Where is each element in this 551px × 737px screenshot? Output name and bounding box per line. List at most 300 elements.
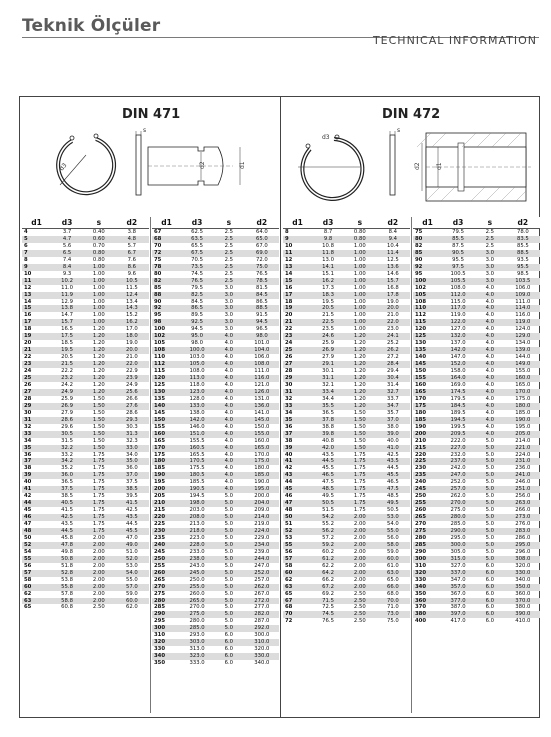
cell-s: 5.0 bbox=[485, 507, 495, 514]
cell-d3: 122.0 bbox=[442, 319, 474, 326]
table-row bbox=[413, 285, 540, 292]
cell-d1: 26 bbox=[24, 381, 32, 388]
table-row bbox=[22, 243, 149, 250]
cell-s: 1.20 bbox=[344, 403, 376, 410]
cell-d3: 42.5 bbox=[51, 514, 83, 521]
cell-d2: 16.2 bbox=[115, 319, 149, 326]
col-header-d3: d3 bbox=[312, 217, 344, 229]
table-row bbox=[283, 326, 410, 333]
cell-s: 1.75 bbox=[83, 458, 115, 465]
table-row bbox=[22, 410, 149, 417]
cell-d2: 78.5 bbox=[245, 278, 279, 285]
cell-d2: 68.0 bbox=[386, 590, 399, 597]
cell-d2: 51.0 bbox=[125, 548, 138, 555]
cell-d2: 195.0 bbox=[515, 423, 531, 430]
cell-d2: 8.6 bbox=[115, 264, 149, 271]
cell-s: 1.75 bbox=[92, 493, 105, 500]
table-row bbox=[413, 243, 540, 250]
cell-d1: 58 bbox=[285, 562, 293, 569]
cell-d2: 11.5 bbox=[125, 284, 138, 291]
cell-s: 3.0 bbox=[224, 312, 234, 319]
cell-d2: 149.0 bbox=[506, 361, 540, 368]
cell-d3: 19.5 bbox=[322, 298, 334, 305]
table-row bbox=[152, 514, 279, 521]
cell-d1: 245 bbox=[413, 486, 442, 493]
table-row bbox=[413, 410, 540, 417]
cell-d2: 11.4 bbox=[376, 250, 410, 257]
cell-d3: 95.0 bbox=[181, 333, 213, 340]
cell-d1: 52 bbox=[22, 542, 51, 549]
cell-d1: 145 bbox=[154, 409, 166, 416]
table-row bbox=[22, 354, 149, 361]
table-row bbox=[22, 528, 149, 535]
table-row bbox=[152, 271, 279, 278]
cell-d3: 31.5 bbox=[61, 437, 73, 444]
table-row bbox=[152, 410, 279, 417]
cell-d1: 25 bbox=[283, 347, 312, 354]
cell-d2: 175.0 bbox=[515, 395, 531, 402]
table-row bbox=[22, 250, 149, 257]
cell-d1: 155 bbox=[154, 423, 166, 430]
din471-column-divider bbox=[150, 217, 151, 713]
cell-d1: 50 bbox=[24, 534, 32, 541]
table-row bbox=[22, 445, 149, 452]
cell-d2: 15.2 bbox=[125, 312, 138, 319]
cell-d2: 23.0 bbox=[386, 326, 399, 333]
table-row bbox=[283, 333, 410, 340]
table-row bbox=[413, 542, 540, 549]
cell-d2: 32.3 bbox=[125, 437, 138, 444]
cell-d3: 32.1 bbox=[322, 381, 334, 388]
table-row bbox=[413, 389, 540, 396]
table-row bbox=[283, 250, 410, 257]
table-row bbox=[152, 507, 279, 514]
cell-d2: 286.0 bbox=[515, 534, 531, 541]
table-row bbox=[22, 514, 149, 521]
cell-s: 1.20 bbox=[92, 354, 105, 361]
cell-d3: 33.2 bbox=[61, 451, 73, 458]
cell-d3: 25.9 bbox=[61, 395, 73, 402]
cell-d1: 155 bbox=[413, 375, 442, 382]
cell-d1: 340 bbox=[152, 653, 181, 660]
cell-d2: 75.0 bbox=[245, 264, 279, 271]
cell-s: 5.0 bbox=[213, 500, 245, 507]
cell-d1: 43 bbox=[283, 472, 312, 479]
cell-s: 4.0 bbox=[474, 417, 506, 424]
cell-d3: 300.0 bbox=[442, 542, 474, 549]
cell-s: 2.00 bbox=[344, 528, 376, 535]
cell-d1: 200 bbox=[413, 431, 442, 438]
cell-d3: 48.5 bbox=[312, 486, 344, 493]
cell-d2: 320.0 bbox=[515, 562, 531, 569]
table-row bbox=[22, 375, 149, 382]
cell-d1: 185 bbox=[413, 417, 442, 424]
cell-s: 3.0 bbox=[474, 278, 506, 285]
cell-d1: 92 bbox=[152, 305, 181, 312]
cell-d1: 12 bbox=[285, 256, 293, 263]
table-row bbox=[22, 403, 149, 410]
cell-d1: 140 bbox=[415, 354, 427, 361]
cell-d1: 48 bbox=[285, 507, 293, 514]
table-row bbox=[152, 403, 279, 410]
table-row bbox=[283, 236, 410, 243]
cell-d1: 115 bbox=[413, 319, 442, 326]
cell-d1: 31 bbox=[22, 417, 51, 424]
table-row bbox=[283, 354, 410, 361]
cell-d2: 116.0 bbox=[515, 312, 531, 319]
cell-d3: 105.0 bbox=[181, 361, 213, 368]
cell-d1: 330 bbox=[154, 646, 166, 653]
cell-d1: 120 bbox=[415, 326, 427, 333]
cell-s: 4.0 bbox=[485, 326, 495, 333]
cell-d1: 7 bbox=[22, 250, 51, 257]
cell-d3: 8.4 bbox=[51, 264, 83, 271]
cell-d2: 44.5 bbox=[386, 465, 399, 472]
table-row bbox=[413, 598, 540, 605]
cell-d3: 209.5 bbox=[442, 431, 474, 438]
table-row bbox=[22, 292, 149, 299]
table-row bbox=[283, 319, 410, 326]
cell-d1: 100 bbox=[413, 278, 442, 285]
cell-s: 3.0 bbox=[224, 326, 234, 333]
table-row bbox=[152, 424, 279, 431]
cell-d2: 62.0 bbox=[125, 604, 138, 611]
table-row bbox=[152, 382, 279, 389]
cell-s: 1.00 bbox=[353, 242, 366, 249]
standards-frame bbox=[19, 96, 540, 718]
cell-s: 6.0 bbox=[224, 632, 234, 639]
cell-s: 1.00 bbox=[92, 312, 105, 319]
cell-s: 5.0 bbox=[224, 576, 234, 583]
cell-d3: 71.5 bbox=[312, 598, 344, 605]
cell-d2: 98.0 bbox=[245, 333, 279, 340]
cell-d3: 199.5 bbox=[450, 423, 466, 430]
table-row bbox=[22, 570, 149, 577]
cell-d1: 170 bbox=[152, 445, 181, 452]
cell-d1: 275 bbox=[413, 528, 442, 535]
cell-d2: 205.0 bbox=[506, 431, 540, 438]
cell-d3: 417.0 bbox=[450, 618, 466, 625]
table-row bbox=[413, 333, 540, 340]
table-row bbox=[22, 278, 149, 285]
table-row bbox=[413, 264, 540, 271]
cell-d1: 112 bbox=[152, 361, 181, 368]
cell-d1: 19 bbox=[283, 305, 312, 312]
cell-d1: 34 bbox=[24, 437, 32, 444]
cell-s: 1.20 bbox=[344, 375, 376, 382]
page-title: Teknik Ölçüler bbox=[22, 16, 161, 36]
cell-d2: 63.0 bbox=[376, 570, 410, 577]
table-row bbox=[152, 521, 279, 528]
cell-s: 5.0 bbox=[474, 528, 506, 535]
cell-d3: 18.3 bbox=[312, 292, 344, 299]
cell-d3: 34.4 bbox=[322, 395, 334, 402]
table-row bbox=[22, 549, 149, 556]
cell-s: 4.0 bbox=[213, 431, 245, 438]
cell-d1: 70 bbox=[283, 611, 312, 618]
table-row bbox=[152, 556, 279, 563]
col-header-s: s bbox=[213, 217, 245, 229]
cell-d1: 190 bbox=[415, 423, 427, 430]
cell-d1: 210 bbox=[152, 500, 181, 507]
cell-d1: 145 bbox=[413, 361, 442, 368]
cell-d2: 119.0 bbox=[506, 319, 540, 326]
cell-d2: 54.0 bbox=[115, 570, 149, 577]
cell-d3: 31.1 bbox=[312, 375, 344, 382]
cell-d1: 108 bbox=[415, 298, 427, 305]
cell-s: 1.50 bbox=[83, 445, 115, 452]
cell-d3: 67.5 bbox=[181, 250, 213, 257]
cell-d3: 30.5 bbox=[51, 431, 83, 438]
cell-d1: 45 bbox=[24, 507, 32, 514]
cell-d3: 295.0 bbox=[450, 534, 466, 541]
cell-s: 1.00 bbox=[353, 326, 366, 333]
cell-d3: 47.8 bbox=[51, 542, 83, 549]
cell-d1: 20 bbox=[24, 340, 32, 347]
cell-d2: 175.0 bbox=[245, 458, 279, 465]
cell-d3: 247.0 bbox=[442, 472, 474, 479]
table-row bbox=[413, 417, 540, 424]
cell-s: 5.0 bbox=[485, 534, 495, 541]
table-row bbox=[152, 577, 279, 584]
cell-d2: 214.0 bbox=[245, 514, 279, 521]
table-row bbox=[413, 278, 540, 285]
table-row bbox=[152, 625, 279, 632]
cell-d1: 98 bbox=[152, 319, 181, 326]
cell-d3: 227.0 bbox=[442, 445, 474, 452]
table-row bbox=[152, 632, 279, 639]
cell-s: 0.80 bbox=[92, 256, 105, 263]
cell-d2: 28.4 bbox=[376, 361, 410, 368]
cell-d1: 51 bbox=[285, 521, 293, 528]
cell-s: 1.00 bbox=[92, 298, 105, 305]
table-row bbox=[283, 521, 410, 528]
cell-d1: 17 bbox=[283, 292, 312, 299]
table-row bbox=[152, 285, 279, 292]
cell-s: 1.50 bbox=[83, 431, 115, 438]
table-row bbox=[413, 347, 540, 354]
cell-d2: 234.0 bbox=[245, 542, 279, 549]
cell-d3: 20.5 bbox=[312, 305, 344, 312]
cell-d3: 147.0 bbox=[450, 354, 466, 361]
cell-d3: 194.5 bbox=[442, 417, 474, 424]
cell-d2: 308.0 bbox=[506, 556, 540, 563]
cell-d3: 7.4 bbox=[62, 256, 72, 263]
cell-d2: 41.0 bbox=[376, 445, 410, 452]
cell-d2: 219.0 bbox=[254, 521, 270, 528]
cell-d1: 350 bbox=[415, 590, 427, 597]
table-row bbox=[283, 361, 410, 368]
cell-d1: 180 bbox=[415, 409, 427, 416]
cell-d3: 70.5 bbox=[191, 256, 203, 263]
cell-d1: 35 bbox=[283, 417, 312, 424]
cell-d3: 35.2 bbox=[61, 465, 73, 472]
cell-s: 2.00 bbox=[353, 534, 366, 541]
cell-d2: 116.0 bbox=[245, 375, 279, 382]
cell-d3: 24.6 bbox=[312, 333, 344, 340]
table-row bbox=[283, 472, 410, 479]
cell-d2: 78.0 bbox=[516, 229, 529, 235]
cell-d2: 170.0 bbox=[506, 389, 540, 396]
cell-s: 6.0 bbox=[213, 639, 245, 646]
cell-d1: 63 bbox=[22, 598, 51, 605]
cell-d1: 44 bbox=[22, 500, 51, 507]
cell-d2: 85.5 bbox=[516, 242, 529, 249]
table-row bbox=[283, 389, 410, 396]
cell-d1: 88 bbox=[152, 292, 181, 299]
cell-s: 4.0 bbox=[213, 333, 245, 340]
table-row bbox=[283, 611, 410, 618]
cell-s: 6.0 bbox=[485, 604, 495, 611]
cell-d1: 22 bbox=[285, 326, 293, 333]
table-row bbox=[283, 396, 410, 403]
cell-d1: 41 bbox=[283, 458, 312, 465]
table-row bbox=[22, 236, 149, 243]
cell-s: 1.50 bbox=[344, 445, 376, 452]
cell-s: 2.00 bbox=[353, 576, 366, 583]
din471-d3-label: d3 bbox=[58, 161, 69, 173]
cell-s: 1.50 bbox=[344, 417, 376, 424]
cell-s: 1.75 bbox=[353, 507, 366, 514]
cell-d2: 165.0 bbox=[515, 381, 531, 388]
table-row bbox=[152, 250, 279, 257]
cell-d3: 50.8 bbox=[51, 556, 83, 563]
cell-s: 4.0 bbox=[474, 403, 506, 410]
cell-d2: 58.0 bbox=[376, 542, 410, 549]
table-row bbox=[283, 493, 410, 500]
cell-d3: 13.8 bbox=[51, 305, 83, 312]
table-row bbox=[413, 312, 540, 319]
cell-s: 1.00 bbox=[83, 292, 115, 299]
cell-d3: 164.0 bbox=[442, 375, 474, 382]
cell-s: 1.20 bbox=[353, 340, 366, 347]
table-row bbox=[413, 438, 540, 445]
cell-s: 4.0 bbox=[224, 340, 234, 347]
cell-s: 1.75 bbox=[344, 472, 376, 479]
cell-d3: 54.2 bbox=[312, 514, 344, 521]
cell-d3: 18.5 bbox=[61, 340, 73, 347]
cell-s: 0.70 bbox=[92, 242, 105, 249]
cell-d1: 140 bbox=[152, 403, 181, 410]
cell-d3: 89.5 bbox=[191, 312, 203, 319]
cell-d3: 218.0 bbox=[181, 528, 213, 535]
cell-d1: 22 bbox=[24, 354, 32, 361]
cell-d1: 53 bbox=[285, 534, 293, 541]
cell-s: 2.5 bbox=[485, 242, 495, 249]
cell-d3: 185.5 bbox=[189, 479, 205, 486]
cell-d3: 12.9 bbox=[61, 298, 73, 305]
cell-d1: 58 bbox=[24, 576, 32, 583]
cell-d3: 63.5 bbox=[181, 236, 213, 243]
table-row bbox=[413, 361, 540, 368]
din472-s-label: s bbox=[397, 127, 401, 134]
cell-d2: 141.0 bbox=[254, 409, 270, 416]
cell-s: 4.0 bbox=[224, 437, 234, 444]
table-row bbox=[283, 563, 410, 570]
cell-d2: 310.0 bbox=[245, 639, 279, 646]
cell-d3: 133.0 bbox=[181, 403, 213, 410]
cell-s: 3.0 bbox=[224, 284, 234, 291]
cell-d2: 109.0 bbox=[506, 292, 540, 299]
table-row bbox=[152, 389, 279, 396]
table-row bbox=[283, 438, 410, 445]
cell-d1: 78 bbox=[152, 264, 181, 271]
cell-d1: 165 bbox=[154, 437, 166, 444]
cell-d2: 283.0 bbox=[506, 528, 540, 535]
table-row bbox=[152, 639, 279, 646]
cell-d1: 135 bbox=[154, 395, 166, 402]
cell-d2: 204.0 bbox=[245, 500, 279, 507]
cell-d2: 239.0 bbox=[254, 548, 270, 555]
din472-column-divider bbox=[411, 217, 412, 713]
cell-d2: 16.8 bbox=[386, 284, 399, 291]
cell-s: 1.50 bbox=[353, 409, 366, 416]
cell-d2: 26.2 bbox=[376, 347, 410, 354]
cell-d1: 10 bbox=[285, 242, 293, 249]
cell-d2: 13.6 bbox=[376, 264, 410, 271]
table-row bbox=[283, 528, 410, 535]
cell-d3: 252.0 bbox=[450, 479, 466, 486]
cell-d1: 85 bbox=[154, 284, 162, 291]
cell-s: 2.5 bbox=[213, 278, 245, 285]
col-header-d2: d2 bbox=[245, 217, 279, 229]
cell-s: 2.5 bbox=[213, 264, 245, 271]
cell-d1: 32 bbox=[285, 395, 293, 402]
cell-d3: 255.0 bbox=[181, 584, 213, 591]
table-row bbox=[283, 500, 410, 507]
cell-d3: 5.6 bbox=[62, 242, 72, 249]
cell-d2: 84.5 bbox=[245, 292, 279, 299]
cell-s: 1.20 bbox=[92, 340, 105, 347]
cell-d1: 30 bbox=[285, 381, 293, 388]
cell-d1: 265 bbox=[413, 514, 442, 521]
cell-s: 1.20 bbox=[344, 361, 376, 368]
cell-d1: 105 bbox=[413, 292, 442, 299]
cell-s: 6.0 bbox=[224, 660, 234, 667]
cell-d1: 215 bbox=[154, 507, 166, 514]
table-row bbox=[22, 368, 149, 375]
table-row bbox=[22, 347, 149, 354]
cell-d3: 108.0 bbox=[450, 284, 466, 291]
table-row bbox=[283, 465, 410, 472]
cell-d1: 170 bbox=[415, 395, 427, 402]
cell-d1: 36 bbox=[24, 451, 32, 458]
cell-d1: 285 bbox=[154, 604, 166, 611]
cell-d2: 60.0 bbox=[376, 556, 410, 563]
cell-d1: 40 bbox=[285, 451, 293, 458]
cell-d2: 21.0 bbox=[125, 354, 138, 361]
cell-d3: 174.5 bbox=[442, 389, 474, 396]
cell-d3: 24.9 bbox=[51, 389, 83, 396]
table-row bbox=[22, 361, 149, 368]
table-row bbox=[283, 431, 410, 438]
cell-d1: 112 bbox=[415, 312, 427, 319]
cell-d3: 270.0 bbox=[442, 500, 474, 507]
cell-d2: 251.0 bbox=[506, 486, 540, 493]
cell-s: 1.75 bbox=[83, 528, 115, 535]
cell-d3: 179.5 bbox=[450, 395, 466, 402]
table-row bbox=[413, 479, 540, 486]
cell-s: 1.50 bbox=[83, 403, 115, 410]
cell-d3: 23.5 bbox=[322, 326, 334, 333]
cell-d2: 29.3 bbox=[115, 417, 149, 424]
cell-d2: 28.6 bbox=[125, 409, 138, 416]
cell-s: 2.00 bbox=[353, 521, 366, 528]
cell-d3: 165.5 bbox=[189, 451, 205, 458]
cell-s: 1.75 bbox=[92, 451, 105, 458]
cell-s: 1.00 bbox=[353, 298, 366, 305]
cell-d3: 51.5 bbox=[322, 507, 334, 514]
